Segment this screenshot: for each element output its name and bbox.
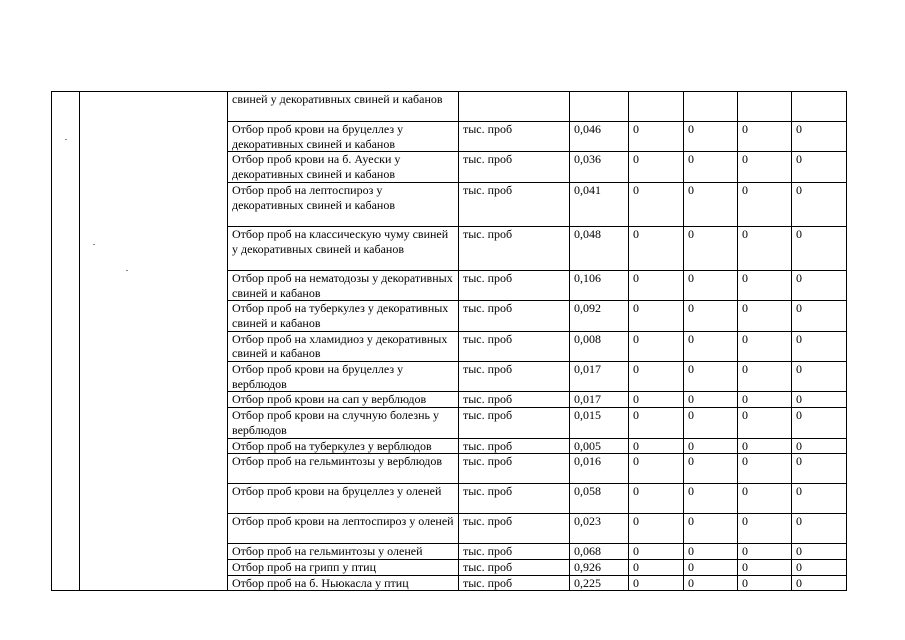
row-value-cell: 0 [629,182,684,226]
row-name-cell: Отбор проб крови на бруцеллез у верблюдов [228,362,459,392]
row-name-cell: Отбор проб на классическую чуму свиней у декоративных свиней и кабанов [228,226,459,270]
row-value-cell: 0 [738,331,792,361]
row-value-cell: 0 [738,122,792,152]
row-value-cell: 0 [792,122,847,152]
row-name-cell: Отбор проб крови на бруцеллез у декоративных свиней и кабанов [228,122,459,152]
row-value-cell: 0,046 [570,122,629,152]
row-value-cell: 0 [738,182,792,226]
row-value-cell: 0 [684,152,738,182]
row-value-cell: 0 [629,575,684,591]
row-value-cell: 0,036 [570,152,629,182]
row-unit-cell: тыс. проб [459,362,570,392]
row-value-cell: 0 [684,270,738,300]
row-value-cell: 0 [629,559,684,575]
row-name-cell: Отбор проб на б. Ньюкасла у птиц [228,575,459,591]
row-unit-cell: тыс. проб [459,438,570,454]
row-value-cell: 0 [629,484,684,514]
row-value-cell: 0,023 [570,514,629,544]
row-unit-cell: тыс. проб [459,484,570,514]
row-value-cell [570,92,629,122]
row-value-cell: 0 [684,392,738,408]
row-value-cell: 0 [792,454,847,484]
row-value-cell: 0 [792,182,847,226]
row-value-cell: 0 [792,392,847,408]
row-name-cell: Отбор проб на лептоспироз у декоративных свиней и кабанов [228,182,459,226]
row-name-cell: Отбор проб на грипп у птиц [228,559,459,575]
row-unit-cell: тыс. проб [459,454,570,484]
table-row [52,92,847,122]
row-value-cell: 0 [738,152,792,182]
row-value-cell: 0 [792,362,847,392]
row-unit-cell [459,92,570,122]
row-value-cell: 0 [792,270,847,300]
row-value-cell: 0 [792,559,847,575]
row-value-cell: 0 [792,484,847,514]
row-value-cell: 0,058 [570,484,629,514]
row-value-cell: 0 [684,438,738,454]
row-value-cell: 0 [738,484,792,514]
row-value-cell: 0 [684,182,738,226]
row-value-cell: 0 [629,122,684,152]
row-value-cell: 0 [738,575,792,591]
row-value-cell: 0 [684,408,738,438]
row-value-cell: 0 [738,408,792,438]
row-value-cell [629,92,684,122]
row-value-cell: 0 [738,544,792,560]
table-body [52,92,847,591]
row-value-cell: 0 [792,226,847,270]
row-value-cell: 0 [738,270,792,300]
row-value-cell: 0 [629,152,684,182]
row-value-cell: 0 [684,484,738,514]
row-unit-cell: тыс. проб [459,408,570,438]
row-name-cell: Отбор проб на гельминтозы у оленей [228,544,459,560]
row-value-cell: 0 [629,438,684,454]
row-value-cell: 0 [684,514,738,544]
row-value-cell: 0 [629,331,684,361]
row-value-cell: 0,092 [570,301,629,331]
row-value-cell: 0 [629,301,684,331]
row-value-cell: 0 [684,454,738,484]
row-value-cell: 0 [738,514,792,544]
row-value-cell: 0,106 [570,270,629,300]
row-unit-cell: тыс. проб [459,152,570,182]
row-name-cell: Отбор проб крови на б. Ауески у декоративных свиней и кабанов [228,152,459,182]
row-value-cell: 0 [629,514,684,544]
row-unit-cell: тыс. проб [459,270,570,300]
row-unit-cell: тыс. проб [459,182,570,226]
row-value-cell: 0 [629,408,684,438]
row-unit-cell: тыс. проб [459,392,570,408]
row-value-cell: 0,017 [570,392,629,408]
row-unit-cell: тыс. проб [459,544,570,560]
row-value-cell: 0 [738,362,792,392]
samples-table [51,91,847,591]
row-value-cell: 0 [792,408,847,438]
row-value-cell: 0 [684,362,738,392]
row-value-cell: 0 [792,438,847,454]
row-unit-cell: тыс. проб [459,331,570,361]
row-value-cell: 0,048 [570,226,629,270]
row-value-cell: 0 [738,226,792,270]
row-value-cell [792,92,847,122]
row-value-cell: 0,068 [570,544,629,560]
row-name-cell: Отбор проб на гельминтозы у верблюдов [228,454,459,484]
row-name-cell: Отбор проб на туберкулез у верблюдов [228,438,459,454]
row-value-cell: 0 [738,559,792,575]
row-value-cell: 0 [629,544,684,560]
row-value-cell [738,92,792,122]
row-value-cell: 0 [738,301,792,331]
row-unit-cell: тыс. проб [459,301,570,331]
row-name-cell: Отбор проб на хламидиоз у декоративных свиней и кабанов [228,331,459,361]
row-value-cell [684,92,738,122]
row-value-cell: 0 [629,392,684,408]
row-unit-cell: тыс. проб [459,122,570,152]
row-value-cell: 0 [684,122,738,152]
row-value-cell: 0 [792,301,847,331]
spacer-col-b [80,92,228,591]
row-value-cell: 0 [629,362,684,392]
row-value-cell: 0 [684,331,738,361]
row-value-cell: 0 [792,514,847,544]
row-name-cell: Отбор проб крови на бруцеллез у оленей [228,484,459,514]
row-value-cell: 0 [684,559,738,575]
row-value-cell: 0 [792,152,847,182]
row-value-cell: 0,926 [570,559,629,575]
row-value-cell: 0 [684,544,738,560]
row-value-cell: 0 [629,226,684,270]
row-value-cell: 0,015 [570,408,629,438]
row-value-cell: 0 [792,544,847,560]
row-value-cell: 0 [629,270,684,300]
row-value-cell: 0 [792,331,847,361]
row-name-cell: Отбор проб на туберкулез у декоративных свиней и кабанов [228,301,459,331]
row-value-cell: 0,225 [570,575,629,591]
row-unit-cell: тыс. проб [459,514,570,544]
row-value-cell: 0,017 [570,362,629,392]
row-name-cell: Отбор проб крови на случную болезнь у верблюдов [228,408,459,438]
row-value-cell: 0,041 [570,182,629,226]
row-name-cell: Отбор проб крови на лептоспироз у оленей [228,514,459,544]
row-value-cell: 0 [684,226,738,270]
row-value-cell: 0,008 [570,331,629,361]
row-value-cell: 0 [738,454,792,484]
row-value-cell: 0 [738,392,792,408]
row-value-cell: 0 [684,575,738,591]
row-name-cell: Отбор проб на нематодозы у декоративных свиней и кабанов [228,270,459,300]
row-value-cell: 0 [684,301,738,331]
row-value-cell: 0 [792,575,847,591]
row-value-cell: 0 [629,454,684,484]
row-unit-cell: тыс. проб [459,559,570,575]
row-unit-cell: тыс. проб [459,575,570,591]
spacer-col-a [52,92,80,591]
row-value-cell: 0,016 [570,454,629,484]
row-value-cell: 0 [738,438,792,454]
row-unit-cell: тыс. проб [459,226,570,270]
row-name-cell: Отбор проб крови на сап у верблюдов [228,392,459,408]
row-name-cell: свиней у декоративных свиней и кабанов [228,92,459,122]
row-value-cell: 0,005 [570,438,629,454]
